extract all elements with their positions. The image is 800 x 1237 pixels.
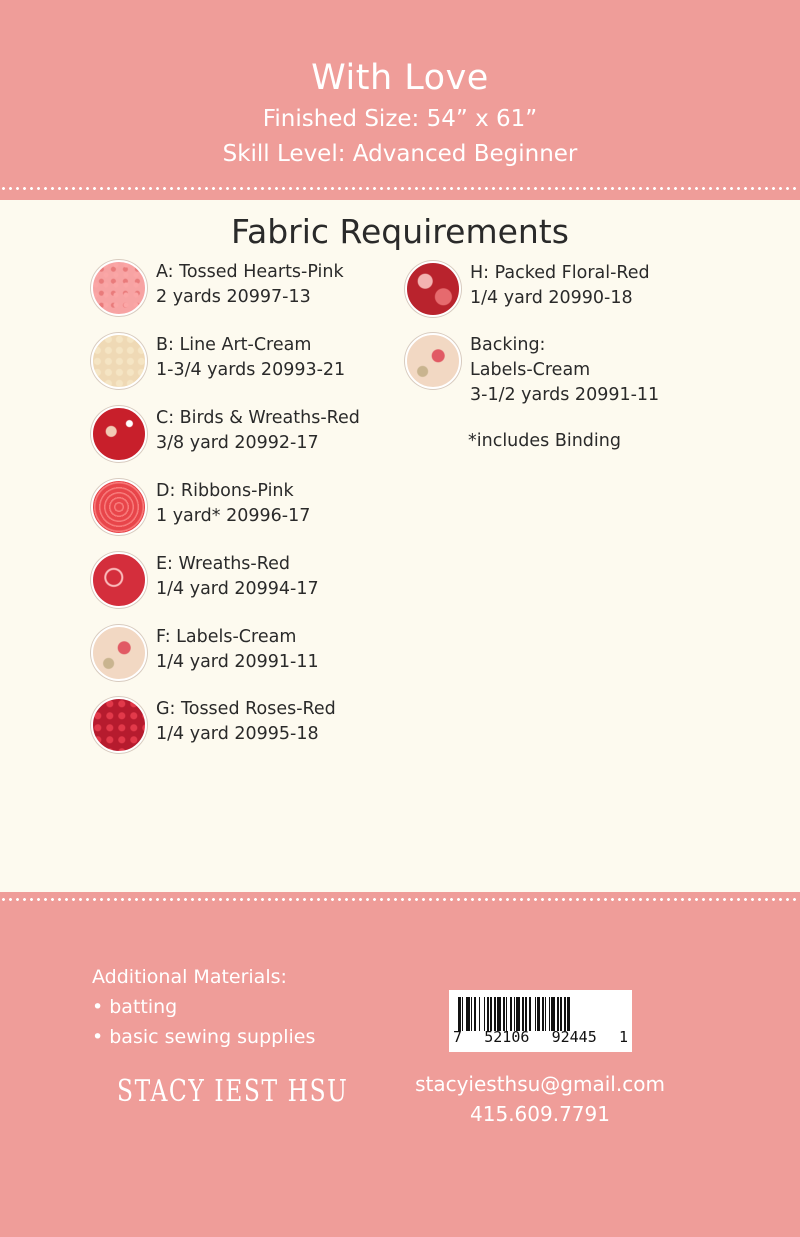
fabric-name: G: Tossed Roses-Red: [156, 699, 336, 719]
barcode-bars: [458, 997, 622, 1031]
barcode-stripe: [484, 997, 485, 1031]
barcode-stripe: [487, 997, 490, 1031]
pattern-title: With Love: [311, 58, 489, 98]
fabric-item-b: [91, 333, 345, 389]
barcode-stripe: [514, 997, 515, 1031]
barcode-digit-group: 52106: [484, 1028, 530, 1046]
barcode-stripe: [542, 997, 543, 1031]
additional-materials: [92, 962, 315, 1052]
fabric-name: Labels-Cream: [470, 360, 591, 380]
barcode-stripe: [535, 997, 536, 1031]
fabric-quantity: 1-3/4 yards 20993-21: [156, 360, 346, 380]
barcode-stripe: [567, 997, 570, 1031]
dotted-divider-top: [0, 187, 800, 190]
fabric-name: D: Ribbons-Pink: [156, 481, 294, 501]
fabric-requirements-section: [0, 200, 800, 892]
fabric-item-g: [91, 697, 336, 753]
barcode-stripe: [516, 997, 520, 1031]
fabric-swatch-a: [91, 260, 147, 316]
fabric-name: H: Packed Floral-Red: [470, 263, 650, 283]
fabric-swatch-g: [91, 697, 147, 753]
barcode-stripe: [564, 997, 565, 1031]
fabric-name: F: Labels-Cream: [156, 627, 297, 647]
contact-info: [380, 1069, 700, 1129]
barcode-number: [449, 1028, 632, 1046]
fabric-item-d: [91, 479, 310, 535]
fabric-quantity: 3-1/2 yards 20991-11: [470, 385, 660, 405]
fabric-item-e: [91, 552, 319, 608]
barcode: [449, 990, 632, 1052]
barcode-stripe: [545, 997, 546, 1031]
fabric-quantity: 3/8 yard 20992-17: [156, 433, 319, 453]
fabric-name: C: Birds & Wreaths-Red: [156, 408, 360, 428]
finished-size: Finished Size: 54” x 61”: [262, 106, 538, 132]
barcode-stripe: [466, 997, 470, 1031]
barcode-stripe: [506, 997, 507, 1031]
dotted-divider-bottom: [0, 898, 800, 901]
backing-label: Backing:: [470, 335, 546, 355]
email-link[interactable]: stacyiesthsu@gmail.com: [415, 1072, 665, 1096]
fabric-name: A: Tossed Hearts-Pink: [156, 262, 344, 282]
fabric-quantity: 1/4 yard 20995-18: [156, 724, 319, 744]
skill-level: Skill Level: Advanced Beginner: [222, 141, 578, 167]
barcode-stripe: [474, 997, 477, 1031]
fabric-item-h: [405, 261, 650, 317]
fabric-item-c: [91, 406, 360, 462]
phone-number: 415.609.7791: [470, 1102, 610, 1126]
fabric-name: E: Wreaths-Red: [156, 554, 290, 574]
barcode-stripe: [537, 997, 540, 1031]
fabric-quantity: 1 yard* 20996-17: [156, 506, 311, 526]
fabric-quantity: 1/4 yard 20991-11: [156, 652, 319, 672]
header-band: [0, 0, 800, 200]
additional-materials-title: Additional Materials:: [92, 966, 287, 988]
barcode-stripe: [525, 997, 526, 1031]
fabric-swatch-e: [91, 552, 147, 608]
fabric-quantity: 2 yards 20997-13: [156, 287, 311, 307]
fabric-swatch-h: [405, 261, 461, 317]
footer-band: [0, 892, 800, 1237]
fabric-item-a: [91, 260, 344, 316]
fabric-quantity: 1/4 yard 20994-17: [156, 579, 319, 599]
fabric-swatch-c: [91, 406, 147, 462]
barcode-stripe: [471, 997, 472, 1031]
barcode-stripe: [551, 997, 555, 1031]
barcode-stripe: [497, 997, 501, 1031]
fabric-quantity: 1/4 yard 20990-18: [470, 288, 633, 308]
barcode-stripe: [522, 997, 525, 1031]
barcode-stripe: [557, 997, 560, 1031]
fabric-swatch-f: [91, 625, 147, 681]
barcode-stripe: [503, 997, 504, 1031]
barcode-stripe: [560, 997, 561, 1031]
barcode-stripe: [549, 997, 550, 1031]
fabric-name: B: Line Art-Cream: [156, 335, 312, 355]
barcode-digit-group: 92445: [551, 1028, 597, 1046]
barcode-digit-group: 7: [453, 1028, 463, 1046]
designer-logo: STACY IEST HSU: [117, 1074, 349, 1109]
fabric-item-backing: [405, 333, 659, 408]
barcode-stripe: [479, 997, 480, 1031]
binding-note: *includes Binding: [468, 431, 621, 451]
fabric-item-f: [91, 625, 319, 681]
fabric-swatch-d: [91, 479, 147, 535]
barcode-stripe: [510, 997, 513, 1031]
fabric-swatch-backing: [405, 333, 461, 389]
material-item: • basic sewing supplies: [92, 1026, 316, 1048]
barcode-stripe: [529, 997, 530, 1031]
material-item: • batting: [92, 996, 178, 1018]
barcode-digit-group: 1: [618, 1028, 628, 1046]
section-title: Fabric Requirements: [231, 212, 569, 251]
barcode-stripe: [490, 997, 491, 1031]
barcode-stripe: [494, 997, 495, 1031]
barcode-stripe: [458, 997, 461, 1031]
fabric-swatch-b: [91, 333, 147, 389]
barcode-stripe: [462, 997, 463, 1031]
